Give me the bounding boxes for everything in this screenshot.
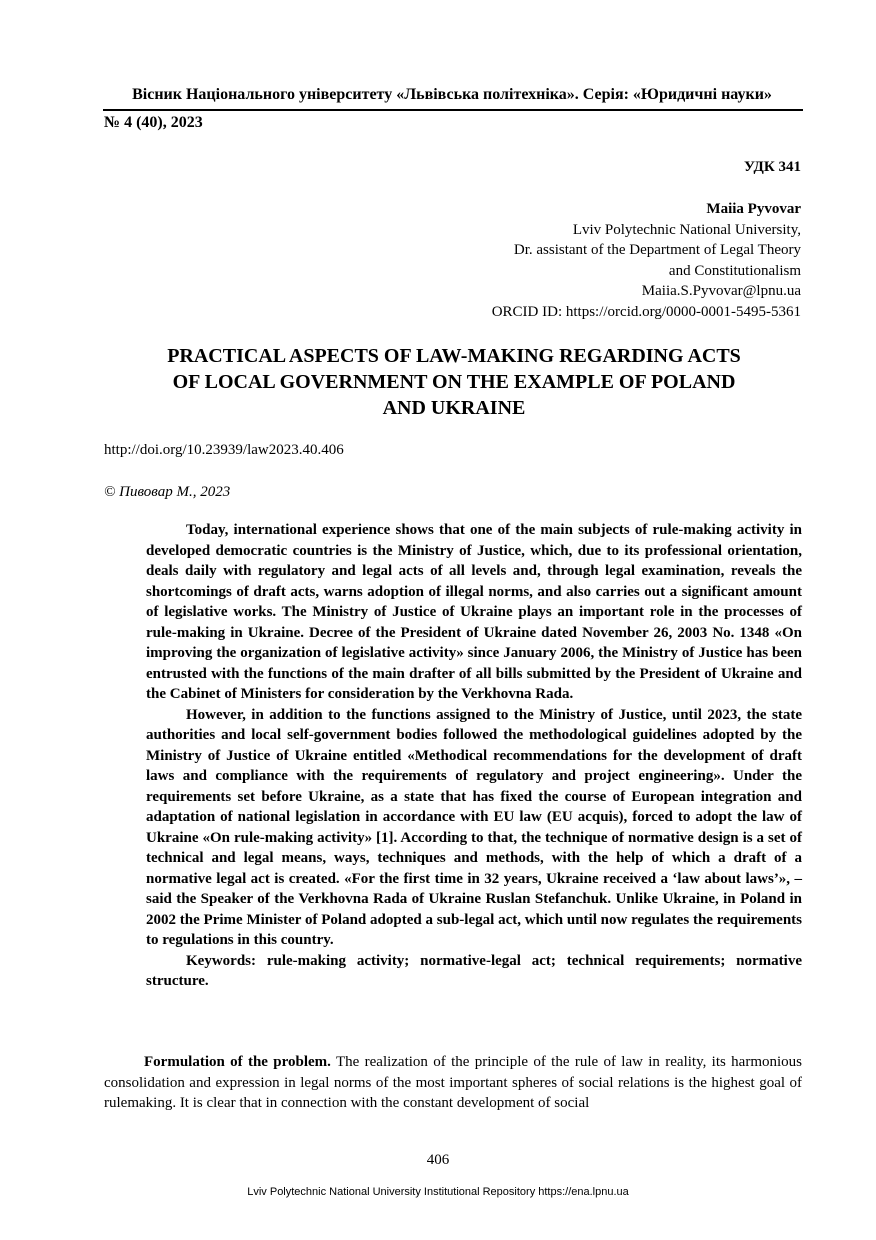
repository-footer: Lviv Polytechnic National University Institutional Repository https://ena.lpnu.ua: [247, 1186, 629, 1198]
keywords: Keywords: rule-making activity; normative-legal act; technical requirements; normative structure.: [146, 952, 802, 989]
abstract: [146, 520, 802, 992]
doi-link: http://doi.org/10.23939/law2023.40.406: [104, 442, 344, 458]
author-affiliation-line: Dr. assistant of the Department of Legal Theory: [513, 242, 801, 258]
author-affiliation-line: and Constitutionalism: [668, 262, 801, 279]
paper-title-line: AND UKRAINE: [382, 397, 526, 419]
section-heading: Formulation of the problem.: [144, 1054, 331, 1070]
body-paragraph: [104, 1052, 802, 1114]
body-text: [104, 1052, 802, 1114]
author-orcid: ORCID ID: https://orcid.org/0000-0001-5495-5361: [491, 303, 801, 320]
journal-title: Вісник Національного університету «Львівська політехніка». Серія: «Юридичні науки»: [132, 86, 772, 103]
author-affiliation-line: Lviv Polytechnic National University,: [572, 221, 801, 238]
abstract-paragraph: Today, international experience shows that one of the main subjects of rule-making activity in developed democratic countries is the Ministry of Justice, which, due to its professional orientation, deals daily with regulatory and legal acts of all levels and, through legal examination, reveals the shortcomings of draft acts, warns adoption of illegal norms, and also carries out a significant amount of legislative works. The Ministry of Justice of Ukraine plays an important role in the processes of rule-making in Ukraine. Decree of the President of Ukraine dated November 26, 2003 No. 1348 «On improving the organization of legislative activity» since January 2006, the Ministry of Justice has been entrusted with the functions of the main drafter of all bills submitted by the President of Ukraine and the Cabinet of Ministers for consideration by the Verkhovna Rada.: [146, 522, 802, 702]
paper-title: [104, 343, 804, 421]
issue-number: № 4 (40), 2023: [104, 114, 203, 131]
paper-title-line: PRACTICAL ASPECTS OF LAW-MAKING REGARDING ACTS: [167, 345, 741, 367]
copyright-notice: © Пивовар М., 2023: [104, 484, 231, 500]
abstract-paragraph: However, in addition to the functions assigned to the Ministry of Justice, until 2023, the state authorities and local self-government bodies followed the methodological guidelines adopted by the Ministry of Justice of Ukraine entitled «Methodical recommendations for the development of draft laws and compliance with the requirements of regulatory and project engineering». Under the requirements set before Ukraine, as a state that has fixed the course of European integration and adaptation of national legislation in accordance with EU law (EU acquis), forced to adopt the law of Ukraine «On rule-making activity» [1]. According to that, the technique of normative design is a set of technical and legal means, ways, techniques and methods, with the help of which a draft of a normative legal act is created. «For the first time in 32 years, Ukraine received a ‘law about laws’», – said the Speaker of the Verkhovna Rada of Ukraine Ruslan Stefanchuk. Unlike Ukraine, in Poland in 2002 the Prime Minister of Poland adopted a sub-legal act, which until now regulates the requirements to regulations in this country.: [146, 706, 802, 948]
author-name: Maiia Pyvovar: [706, 201, 801, 217]
page-number: 406: [426, 1152, 450, 1168]
body-paragraph-text: The realization of the principle of the rule of law in reality, its harmonious consolidation and expression in legal norms of the most important spheres of social relations is the highest goal of rulemaking. It is clear that in connection with the constant development of social: [104, 1054, 802, 1111]
author-block: [492, 199, 801, 322]
paper-title-line: OF LOCAL GOVERNMENT ON THE EXAMPLE OF POLAND: [172, 371, 736, 393]
author-email: Maiia.S.Pyvovar@lpnu.ua: [641, 283, 801, 299]
udk-code: УДК 341: [744, 159, 801, 175]
header-divider: [103, 109, 803, 111]
